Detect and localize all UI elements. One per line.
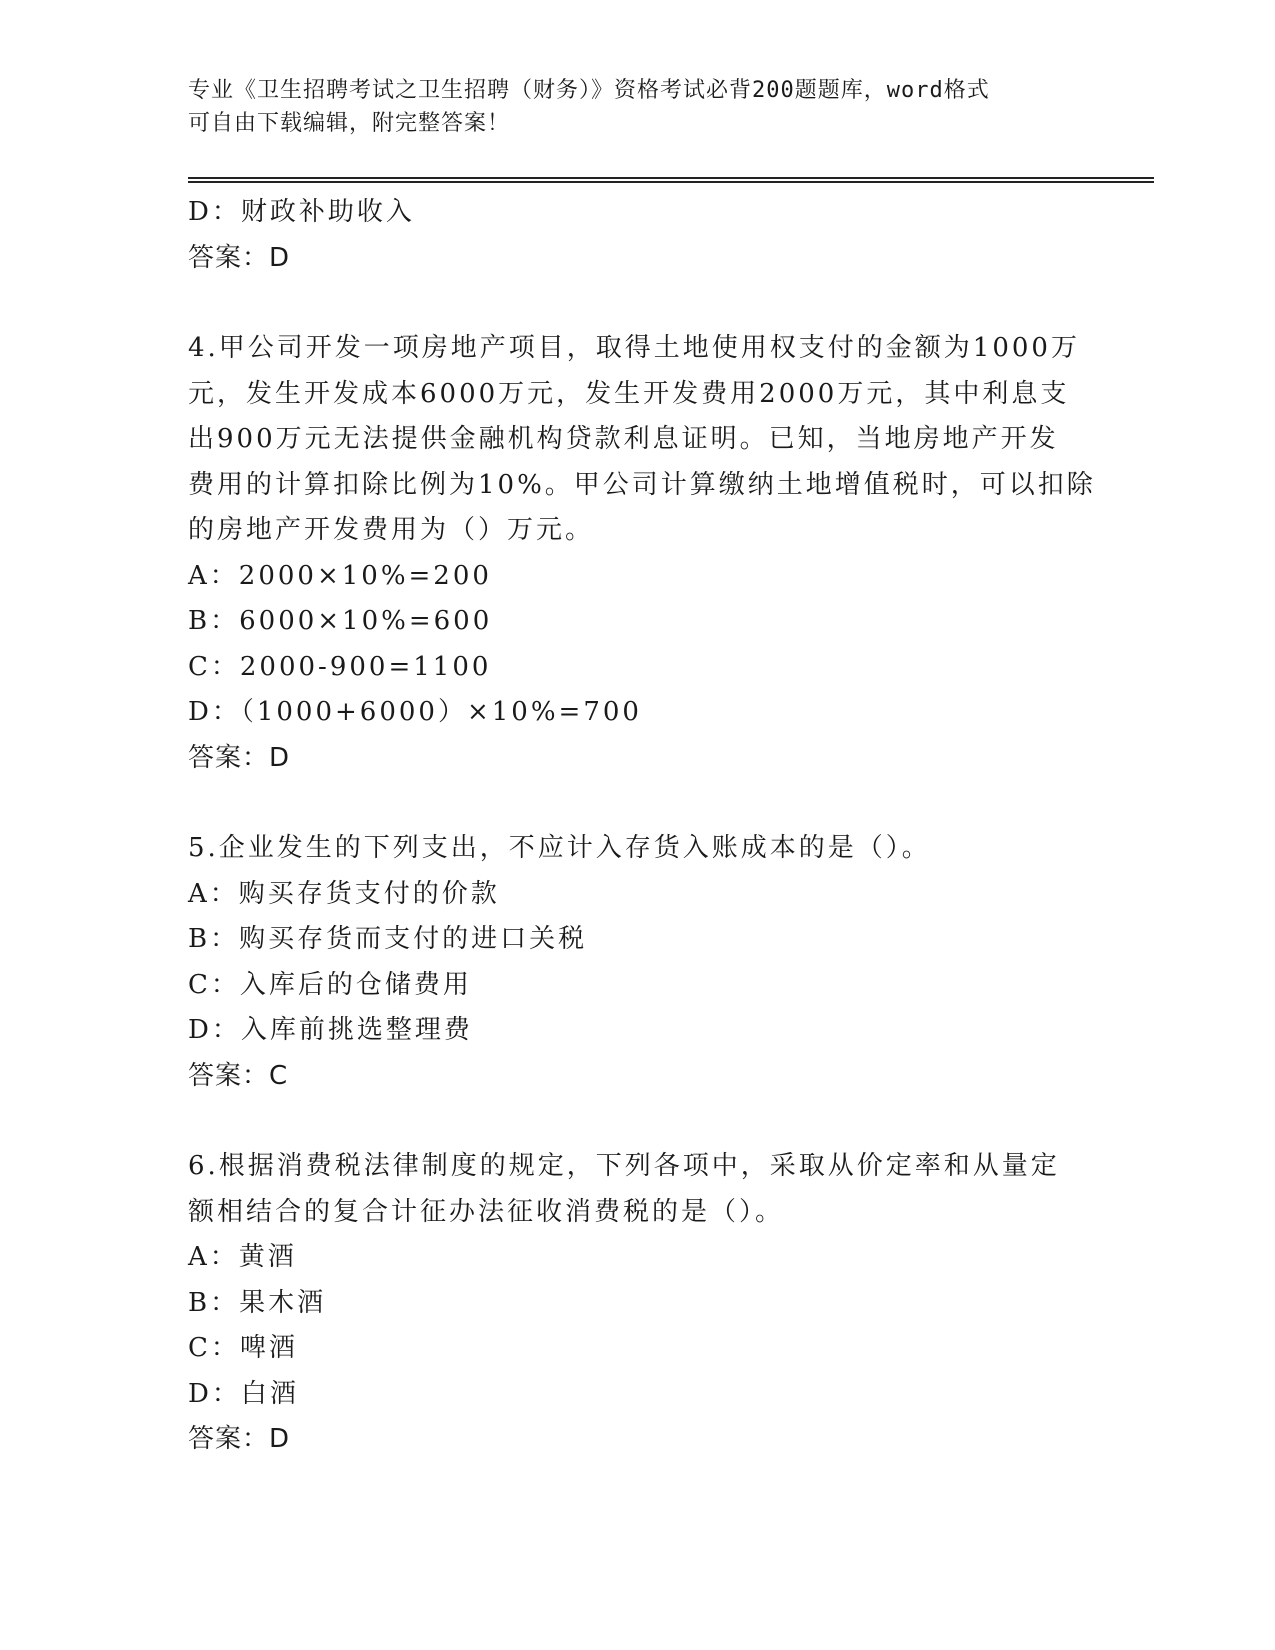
option-c: C：啤酒 [188,1333,298,1363]
question-stem-line: 4.甲公司开发一项房地产项目，取得土地使用权支付的金额为1000万 [188,333,1080,363]
question-stem-line: 6.根据消费税法律制度的规定，下列各项中，采取从价定率和从量定 [188,1151,1060,1181]
question-5 [188,826,1088,1099]
document-body [188,190,1096,1463]
header-divider [188,177,1154,183]
answer-line: 答案：D [188,742,291,773]
header-line: 专业《卫生招聘考试之卫生招聘（财务）》资格考试必背200题题库，word格式 [188,78,990,103]
question-stem-line: 5.企业发生的下列支出，不应计入存货入账成本的是（）。 [188,833,931,863]
option-c: C：2000-900=1100 [188,651,492,682]
question-stem-line: 额相结合的复合计征办法征收消费税的是（）。 [188,1196,785,1227]
option-d: D：（1000+6000）×10%=700 [188,697,642,727]
option-d: D：财政补助收入 [188,197,415,227]
option-d: D：入库前挑选整理费 [188,1015,473,1045]
question-4 [188,326,1096,781]
answer-line: 答案：D [188,1424,291,1454]
option-b: B：购买存货而支付的进口关税 [188,924,588,954]
page-header [188,74,1088,140]
option-d: D：白酒 [188,1378,299,1409]
question-stem-line: 元，发生开发成本6000万元，发生开发费用2000万元，其中利息支 [188,378,1070,409]
question-stem-line: 出900万元无法提供金融机构贷款利息证明。已知，当地房地产开发 [188,424,1059,454]
previous-question-tail [188,190,1088,281]
answer-line: 答案：C [188,1060,289,1091]
answer-line: 答案：D [188,242,291,273]
option-b: B：果木酒 [188,1287,327,1318]
question-stem-line: 费用的计算扣除比例为10%。甲公司计算缴纳土地增值税时，可以扣除 [188,469,1096,500]
option-a: A：黄酒 [188,1242,297,1272]
question-6 [188,1144,1088,1463]
option-a: A：购买存货支付的价款 [188,878,500,909]
header-line: 可自由下载编辑，附完整答案！ [188,111,511,136]
option-b: B：6000×10%=600 [188,606,493,636]
option-c: C：入库后的仓储费用 [188,969,472,1000]
option-a: A：2000×10%=200 [188,560,492,591]
question-stem-line: 的房地产开发费用为（）万元。 [188,515,595,545]
